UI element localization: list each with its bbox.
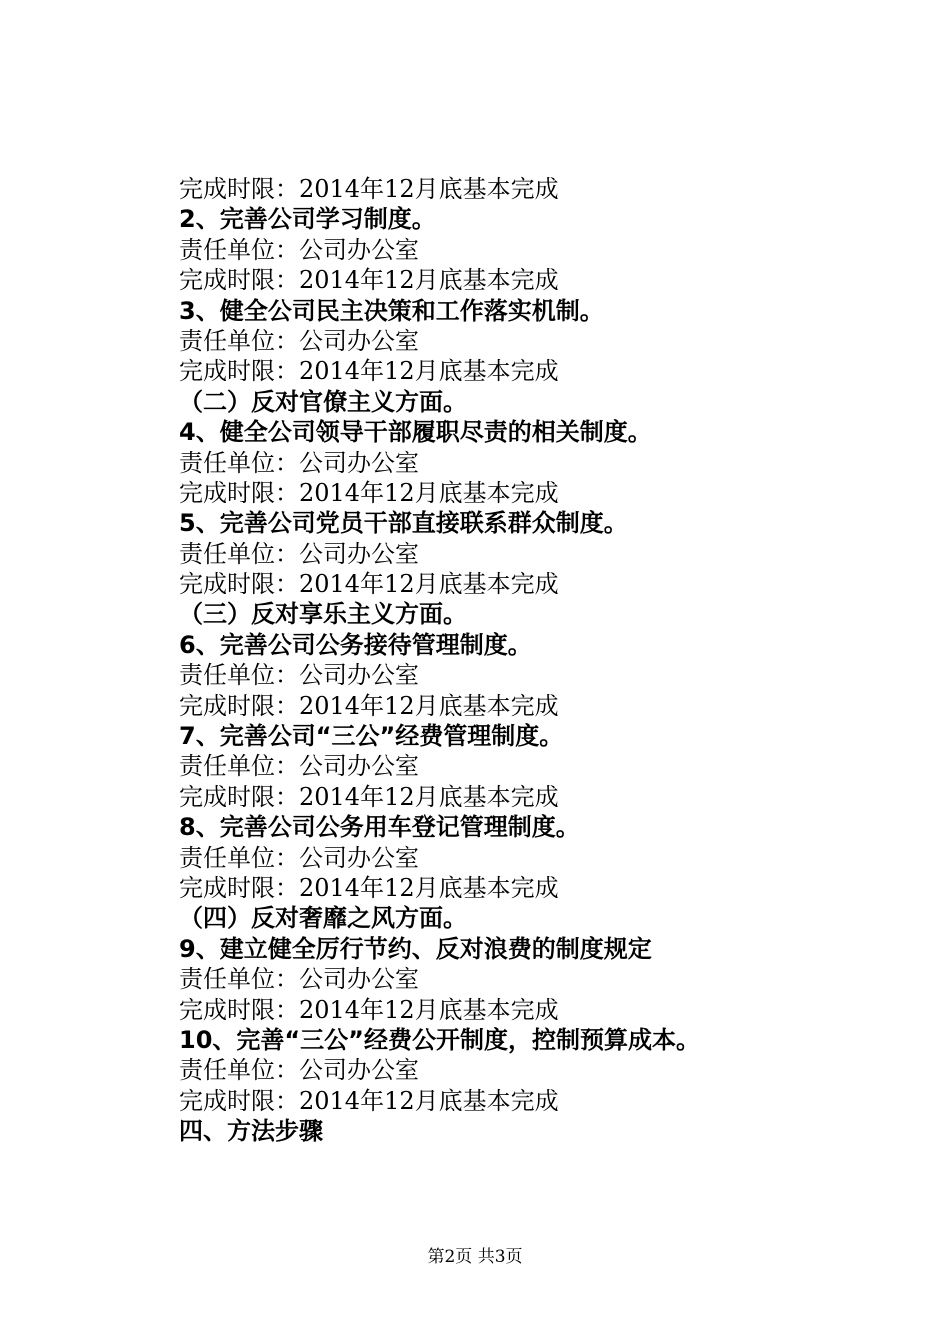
chapter-heading: 四、方法步骤 bbox=[179, 1117, 323, 1146]
responsible-unit-line: 责任单位：公司办公室 bbox=[179, 539, 419, 568]
responsible-unit-line: 责任单位：公司办公室 bbox=[179, 448, 419, 477]
deadline-line: 完成时限：2014年12月底基本完成 bbox=[179, 691, 559, 720]
section-heading: （四）反对奢靡之风方面。 bbox=[179, 904, 467, 933]
item-heading: 5、完善公司党员干部直接联系群众制度。 bbox=[179, 509, 628, 538]
item-heading: 3、健全公司民主决策和工作落实机制。 bbox=[179, 296, 604, 325]
deadline-line: 完成时限：2014年12月底基本完成 bbox=[179, 570, 559, 599]
deadline-line: 完成时限：2014年12月底基本完成 bbox=[179, 266, 559, 295]
deadline-line: 完成时限：2014年12月底基本完成 bbox=[179, 1086, 559, 1115]
responsible-unit-line: 责任单位：公司办公室 bbox=[179, 752, 419, 781]
responsible-unit-line: 责任单位：公司办公室 bbox=[179, 235, 419, 264]
document-body bbox=[179, 174, 879, 1147]
item-heading: 2、完善公司学习制度。 bbox=[179, 205, 436, 234]
item-heading: 10、完善“三公”经费公开制度，控制预算成本。 bbox=[179, 1025, 700, 1054]
item-heading: 4、健全公司领导干部履职尽责的相关制度。 bbox=[179, 418, 652, 447]
responsible-unit-line: 责任单位：公司办公室 bbox=[179, 1056, 419, 1085]
deadline-line: 完成时限：2014年12月底基本完成 bbox=[179, 357, 559, 386]
deadline-line: 完成时限：2014年12月底基本完成 bbox=[179, 478, 559, 507]
deadline-line: 完成时限：2014年12月底基本完成 bbox=[179, 873, 559, 902]
responsible-unit-line: 责任单位：公司办公室 bbox=[179, 661, 419, 690]
deadline-line: 完成时限：2014年12月底基本完成 bbox=[179, 782, 559, 811]
section-heading: （二）反对官僚主义方面。 bbox=[179, 387, 467, 416]
responsible-unit-line: 责任单位：公司办公室 bbox=[179, 843, 419, 872]
responsible-unit-line: 责任单位：公司办公室 bbox=[179, 326, 419, 355]
responsible-unit-line: 责任单位：公司办公室 bbox=[179, 965, 419, 994]
item-heading: 8、完善公司公务用车登记管理制度。 bbox=[179, 813, 580, 842]
page-number-footer: 第2页 共3页 bbox=[427, 1247, 523, 1267]
item-heading: 9、建立健全厉行节约、反对浪费的制度规定 bbox=[179, 934, 652, 963]
deadline-line: 完成时限：2014年12月底基本完成 bbox=[179, 175, 559, 203]
item-heading: 6、完善公司公务接待管理制度。 bbox=[179, 630, 532, 659]
item-heading: 7、完善公司“三公”经费管理制度。 bbox=[179, 722, 564, 751]
deadline-line: 完成时限：2014年12月底基本完成 bbox=[179, 995, 559, 1024]
section-heading: （三）反对享乐主义方面。 bbox=[179, 600, 467, 629]
